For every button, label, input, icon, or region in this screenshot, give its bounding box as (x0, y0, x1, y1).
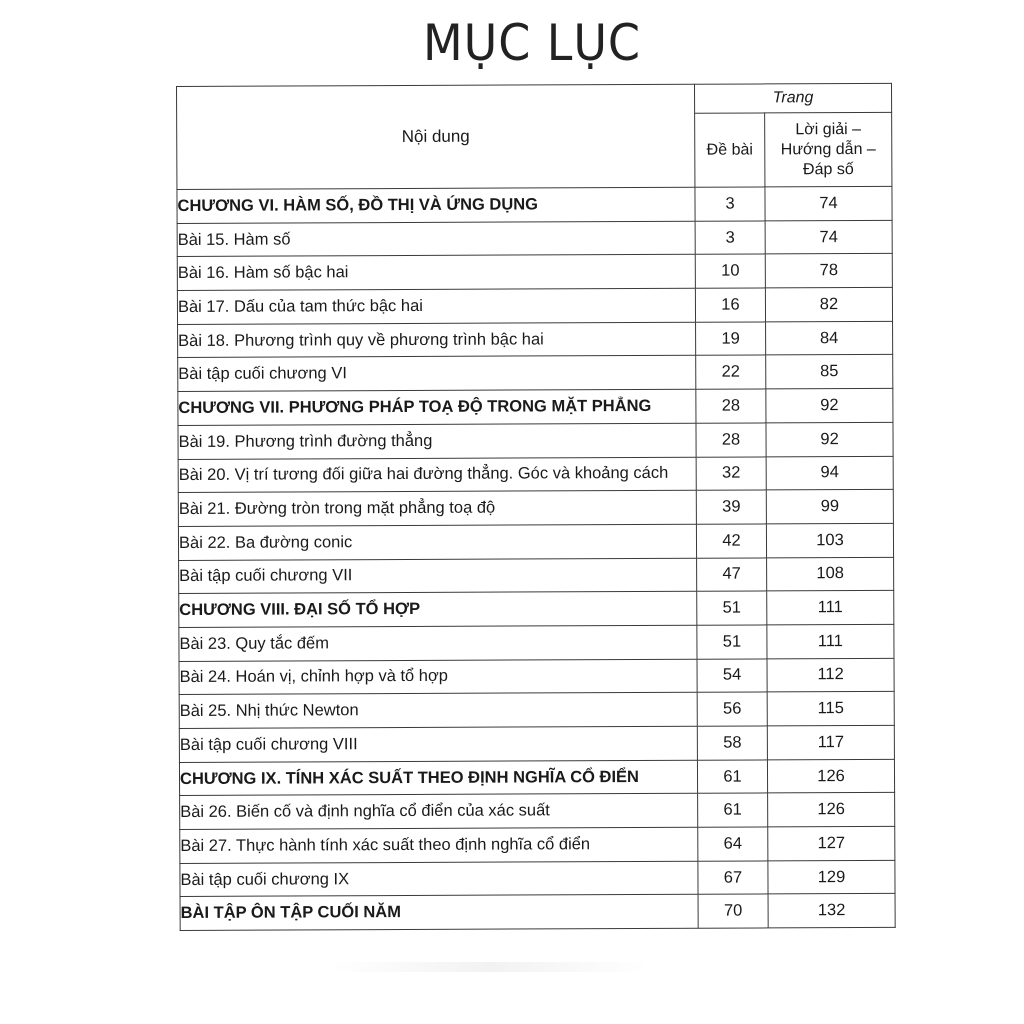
exercise-page: 54 (697, 659, 767, 693)
exercise-page: 58 (697, 726, 767, 760)
exercise-page: 67 (698, 861, 768, 895)
lesson-row (180, 860, 895, 897)
exercise-page: 70 (698, 894, 768, 928)
exercise-page: 64 (698, 827, 768, 861)
lesson-row (180, 826, 895, 863)
table-of-contents (176, 83, 896, 931)
exercise-page: 61 (698, 793, 768, 827)
exercise-page: 39 (696, 490, 766, 524)
row-label: Bài 15. Hàm số (177, 221, 695, 257)
header-solution-line: Đáp số (802, 160, 854, 178)
table-body (177, 186, 895, 930)
row-label: CHƯƠNG IX. TÍNH XÁC SUẤT THEO ĐỊNH NGHĨA CỔ ĐIỂN (179, 760, 697, 796)
solution-page: 85 (766, 355, 893, 389)
header-exercise: Đề bài (695, 113, 765, 187)
row-label: CHƯƠNG VI. HÀM SỐ, ĐỒ THỊ VÀ ỨNG DỤNG (177, 187, 695, 223)
lesson-row (179, 692, 894, 729)
solution-page: 132 (768, 894, 895, 928)
exercise-page: 10 (695, 254, 765, 288)
solution-page: 111 (767, 624, 894, 658)
row-label: Bài 21. Đường tròn trong mặt phẳng toạ độ (178, 490, 696, 526)
row-label: Bài 23. Quy tắc đếm (179, 625, 697, 661)
solution-page: 126 (768, 793, 895, 827)
solution-page: 126 (767, 759, 894, 793)
row-label: Bài 22. Ba đường conic (178, 524, 696, 560)
exercise-page: 51 (697, 625, 767, 659)
header-solution-line: Hướng dẫn – (780, 140, 876, 159)
lesson-row (180, 793, 895, 830)
row-label: Bài 24. Hoán vị, chỉnh hợp và tổ hợp (179, 659, 697, 695)
solution-page: 94 (766, 456, 893, 490)
solution-page: 74 (765, 220, 892, 254)
chapter-row (180, 894, 895, 931)
exercise-page: 28 (696, 423, 766, 457)
exercise-page: 22 (696, 355, 766, 389)
chapter-row (179, 591, 894, 628)
exercise-page: 19 (696, 322, 766, 356)
exercise-page: 47 (697, 557, 767, 591)
solution-page: 99 (766, 490, 893, 524)
lesson-row (178, 321, 893, 358)
solution-page: 84 (766, 321, 893, 355)
exercise-page: 61 (697, 760, 767, 794)
solution-page: 115 (767, 692, 894, 726)
table-header (177, 83, 892, 189)
page-title: MỤC LỤC (423, 14, 641, 72)
solution-page: 103 (766, 523, 893, 557)
lesson-row (178, 490, 893, 527)
lesson-row (178, 355, 893, 392)
exercise-page: 3 (695, 187, 765, 221)
row-label: Bài 26. Biến cố và định nghĩa cổ điển của xác suất (180, 794, 698, 830)
exercise-page: 28 (696, 389, 766, 423)
row-label: Bài 25. Nhị thức Newton (179, 693, 697, 729)
exercise-page: 56 (697, 692, 767, 726)
chapter-row (178, 389, 893, 426)
header-solution-line: Lời giải – (795, 120, 862, 138)
row-label: Bài tập cuối chương VIII (179, 726, 697, 762)
row-label: CHƯƠNG VIII. ĐẠI SỐ TỔ HỢP (179, 591, 697, 627)
lesson-row (178, 456, 893, 493)
lesson-row (179, 557, 894, 594)
solution-page: 111 (767, 591, 894, 625)
lesson-row (179, 658, 894, 695)
header-page: Trang (694, 83, 891, 113)
lesson-row (177, 220, 892, 257)
row-label: CHƯƠNG VII. PHƯƠNG PHÁP TOẠ ĐỘ TRONG MẶT PHẲNG (178, 389, 696, 425)
chapter-row (179, 759, 894, 796)
lesson-row (177, 254, 892, 291)
solution-page: 112 (767, 658, 894, 692)
exercise-page: 3 (695, 221, 765, 255)
solution-page: 78 (765, 254, 892, 288)
row-label: Bài 19. Phương trình đường thẳng (178, 423, 696, 459)
row-label: Bài 17. Dấu của tam thức bậc hai (177, 288, 695, 324)
print-smudge (330, 962, 650, 972)
exercise-page: 32 (696, 456, 766, 490)
row-label: Bài tập cuối chương VII (179, 558, 697, 594)
solution-page: 108 (767, 557, 894, 591)
exercise-page: 42 (696, 524, 766, 558)
row-label: Bài tập cuối chương IX (180, 861, 698, 897)
solution-page: 92 (766, 389, 893, 423)
exercise-page: 51 (697, 591, 767, 625)
row-label: Bài 27. Thực hành tính xác suất theo định nghĩa cổ điển (180, 827, 698, 863)
exercise-page: 16 (695, 288, 765, 322)
solution-page: 127 (768, 826, 895, 860)
row-label: Bài 18. Phương trình quy về phương trình bậc hai (178, 322, 696, 358)
row-label: BÀI TẬP ÔN TẬP CUỐI NĂM (180, 895, 698, 931)
row-label: Bài tập cuối chương VI (178, 356, 696, 392)
row-label: Bài 20. Vị trí tương đối giữa hai đường thẳng. Góc và khoảng cách (178, 457, 696, 493)
solution-page: 92 (766, 422, 893, 456)
lesson-row (178, 422, 893, 459)
header-content: Nội dung (177, 84, 695, 189)
lesson-row (177, 287, 892, 324)
solution-page: 82 (765, 287, 892, 321)
row-label: Bài 16. Hàm số bậc hai (177, 255, 695, 291)
solution-page: 129 (768, 860, 895, 894)
solution-page: 117 (767, 725, 894, 759)
header-solution (765, 113, 892, 187)
lesson-row (179, 725, 894, 762)
solution-page: 74 (765, 186, 892, 220)
chapter-row (177, 186, 892, 223)
lesson-row (178, 523, 893, 560)
lesson-row (179, 624, 894, 661)
